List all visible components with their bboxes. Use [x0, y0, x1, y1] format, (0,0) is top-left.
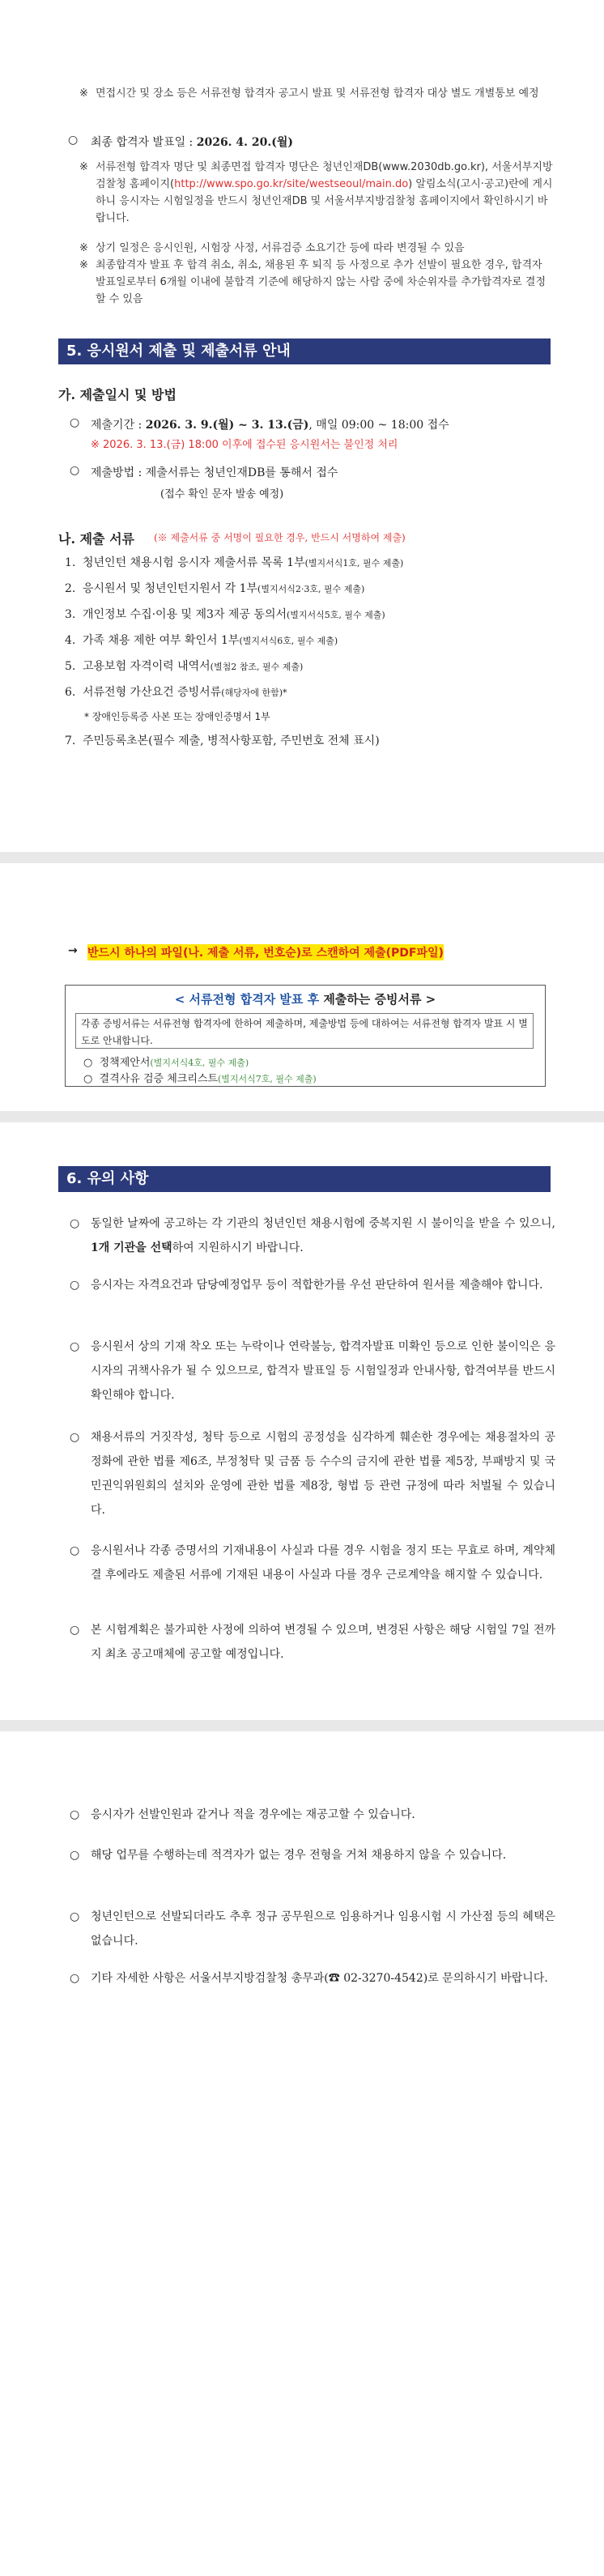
final-announcement-label: 최종 합격자 발표일 :: [91, 136, 197, 149]
homepage-link[interactable]: http://www.spo.go.kr/site/westseoul/main.do: [174, 178, 409, 190]
page-gap: [0, 1720, 604, 1731]
section-6-header: 6. 유의 사항: [58, 1166, 551, 1192]
doc-item: 2. 응시원서 및 청년인턴지원서 각 1부(별지서식2·3호, 필수 제출): [65, 582, 365, 595]
section-5-header: 5. 응시원서 제출 및 제출서류 안내: [58, 338, 551, 364]
arrow-icon: →: [68, 944, 78, 957]
doc-item: 4. 가족 채용 제한 여부 확인서 1부(별지서식6호, 필수 제출): [65, 634, 338, 647]
note-text: 면접시간 및 장소 등은 서류전형 합격자 공고시 발표 및 서류전형 합격자 대상 별도 개별통보 예정: [96, 87, 539, 100]
note-text: 상기 일정은 응시인원, 시험장 사정, 서류검증 소요기간 등에 따라 변경될 수 있음: [96, 242, 465, 254]
note-interview: [0, 85, 604, 102]
evidence-box-title: < 서류전형 합격자 발표 후 제출하는 증빙서류 >: [174, 992, 436, 1007]
doc-item: 1. 청년인턴 채용시험 응시자 제출서류 목록 1부(별지서식1호, 필수 제출): [65, 556, 404, 569]
final-item: ○ 청년인턴으로 선발되더라도 추후 정규 공무원으로 임용하거나 임용시험 시 가산점 등의 혜택은 없습니다.: [70, 1910, 555, 1948]
note-text: 서류전형 합격자 명단 및 최종면접 합격자 명단은 청년인재DB(www.2030db.go.kr), 서울서부지방검찰청 홈페이지(http://www.spo.go.kr/site/westseoul/main.do) 알림소식(고시·공고)란에 게시하니 응시자는 시험일정을 반드시 청년인재DB 및 서울서부지방검찰청 홈페이지에서 확인하시기 바랍니다.: [96, 161, 553, 224]
evidence-box: [65, 985, 546, 1087]
phone-icon: ☎: [328, 1972, 340, 1985]
circle-bullet: ○: [68, 134, 79, 147]
caution-item: ○ 응시원서 상의 기재 착오 또는 누락이나 연락불능, 합격자발표 미확인 등으로 인한 불이익은 응시자의 귀책사유가 될 수 있으므로, 합격자 발표일 등 시험일정과 안내사항, 합격여부를 반드시 확인해야 합니다.: [70, 1340, 555, 1402]
doc-item: 5. 고용보험 자격이력 내역서(별첨2 참조, 필수 제출): [65, 660, 304, 673]
subsection-ga-title: 가. 제출일시 및 방법: [58, 387, 177, 402]
note-mark: ※: [79, 242, 88, 254]
caution-item: ○ 동일한 날짜에 공고하는 각 기관의 청년인턴 채용시험에 중복지원 시 불이익을 받을 수 있으니, 1개 기관을 선택하여 지원하시기 바랍니다.: [70, 1217, 555, 1254]
doc-item: 3. 개인정보 수집·이용 및 제3자 제공 동의서(별지서식5호, 필수 제출): [65, 608, 385, 621]
doc-item: 7. 주민등록초본(필수 제출, 병적사항포함, 주민번호 전체 표시): [65, 734, 380, 747]
period-dates: 2026. 3. 9.(월) ~ 3. 13.(금): [145, 419, 309, 432]
final-item: ○ 응시자가 선발인원과 같거나 적을 경우에는 재공고할 수 있습니다.: [70, 1808, 415, 1821]
doc-item: 6. 서류전형 가산요건 증빙서류(해당자에 한함)*: [65, 686, 287, 699]
note-mark: ※: [79, 259, 88, 271]
note-mark: ※: [79, 87, 88, 100]
subsection-na-note: (※ 제출서류 중 서명이 필요한 경우, 반드시 서명하여 제출): [154, 532, 406, 543]
note-schedule-change: [0, 240, 604, 257]
caution-item: ○ 채용서류의 거짓작성, 청탁 등으로 시험의 공정성을 심각하게 훼손한 경우에는 채용절차의 공정화에 관한 법률 제6조, 부정청탁 및 금품 등 수수의 금지에 관한 법률 제5장, 부패방지 및 국민권익위원회의 설치와 운영에 관한 법률 제8장, 형법 등 관련 규정에 따라 처벌될 수 있습니다.: [70, 1431, 555, 1517]
evidence-box-note: 각종 증빙서류는 서류전형 합격자에 한하여 제출하며, 제출방법 등에 대하여는 서류전형 합격자 발표 시 별도로 안내합니다.: [75, 1013, 534, 1049]
caution-item: ○ 본 시험계획은 불가피한 사정에 의하여 변경될 수 있으며, 변경된 사항은 해당 시험일 7일 전까지 최초 공고매체에 공고할 예정입니다.: [70, 1624, 555, 1661]
caution-item: ○ 응시원서나 각종 증명서의 기재내용이 사실과 다를 경우 시험을 정지 또는 무효로 하며, 계약체결 후에라도 제출된 서류에 기재된 내용이 사실과 다를 경우 근로계약을 해지할 수 있습니다.: [70, 1544, 555, 1582]
note-text: 최종합격자 발표 후 합격 취소, 취소, 채용된 후 퇴직 등 사정으로 추가 선발이 필요한 경우, 합격자 발표일로부터 6개월 이내에 불합격 기준에 해당하지 않는 사람 중에 차순위자를 추가합격자로 결정할 수 있음: [96, 259, 547, 305]
note-additional-pass: [0, 257, 604, 308]
circle-bullet: ○: [70, 464, 80, 477]
pdf-note-text: 반드시 하나의 파일(나. 제출 서류, 번호순)로 스캔하여 제출(PDF파일): [87, 944, 444, 960]
final-announcement-date: 2026. 4. 20.(월): [196, 136, 294, 149]
subsection-na-title: 나. 제출 서류: [58, 531, 134, 547]
final-item: ○ 해당 업무를 수행하는데 적격자가 없는 경우 전형을 거쳐 채용하지 않을 수 있습니다.: [70, 1849, 507, 1862]
document-page-1: ※ 면접시간 및 장소 등은 서류전형 합격자 공고시 발표 및 서류전형 합격자 대상 별도 개별통보 예정 ○ 최종 합격자 발표일 : 2026. 4. 20.(월) ※ 서류전형 합격자 명단 및 최종면접 합격자 명단은 청년인재DB(www.2030db.go.kr), 서울서부지방검찰청 홈페이지(http://www.spo.go.kr/site/westseoul/main.do) 알림소식(고시·공고)란에 게시하니 응시자는 시험일정을 반드시 청년인재DB 및 서울서부지방검찰청 홈페이지에서 확인하시기 바랍니다. ※ 상기 일정은 응시인원, 시험장 사정, 서류검증 소요기간 등에 따라 변경될 수 있음 ※ 최종합격자 발표 후 합격 취소, 취소, 채용된 후 퇴직 등 사정으로 추가 선발이 필요한 경우, 합격자 발표일로부터 6개월 이내에 불합격 기준에 해당하지 않는 사람 중에 차순위자를 추가합격자로 결정할 수 있음 5. 응시원서 제출 및 제출서류 안내 가. 제출일시 및 방법 ○ 제출기간 : 2026. 3. 9.(월) ~ 3. 13.(금), 매일 09:00 ~ 18:00 접수 ※ 2026. 3. 13.(금) 18:00 이후에 접수된 응시원서는 불인정 처리 ○ 제출방법 : 제출서류는 청년인재DB를 통해서 접수 (접수 확인 문자 발송 예정) 나. 제출 서류 (※ 제출서류 중 서명이 필요한 경우, 반드시 서명하여 제출) 1. 청년인턴 채용시험 응시자 제출서류 목록 1부(별지서식1호, 필수 제출) 2. 응시원서 및 청년인턴지원서 각 1부(별지서식2·3호, 필수 제출) 3. 개인정보 수집·이용 및 제3자 제공 동의서(별지서식5호, 필수 제출) 4. 가족 채용 제한 여부 확인서 1부(별지서식6호, 필수 제출) 5. 고용보험 자격이력 내역서(별첨2 참조, 필수 제출) 6. 서류전형 가산요건 증빙서류(해당자에 한함)* * 장애인등록증 사본 또는 장애인증명서 1부 7. 주민등록초본(필수 제출, 병적사항포함, 주민번호 전체 표시): [0, 0, 604, 852]
evidence-item: ○ 정책제안서(별지서식4호, 필수 제출): [83, 1057, 249, 1069]
final-item: ○ 기타 자세한 사항은 서울서부지방검찰청 총무과(☎ 02-3270-4542)로 문의하시기 바랍니다.: [70, 1972, 548, 1985]
caution-item: ○ 응시자는 자격요건과 담당예정업무 등이 적합한가를 우선 판단하여 원서를 제출해야 합니다.: [70, 1279, 543, 1292]
evidence-item: ○ 결격사유 검증 체크리스트(별지서식7호, 필수 제출): [83, 1073, 317, 1085]
circle-bullet: ○: [70, 416, 80, 429]
note-results-location: [0, 159, 604, 227]
note-mark: ※: [79, 161, 88, 173]
